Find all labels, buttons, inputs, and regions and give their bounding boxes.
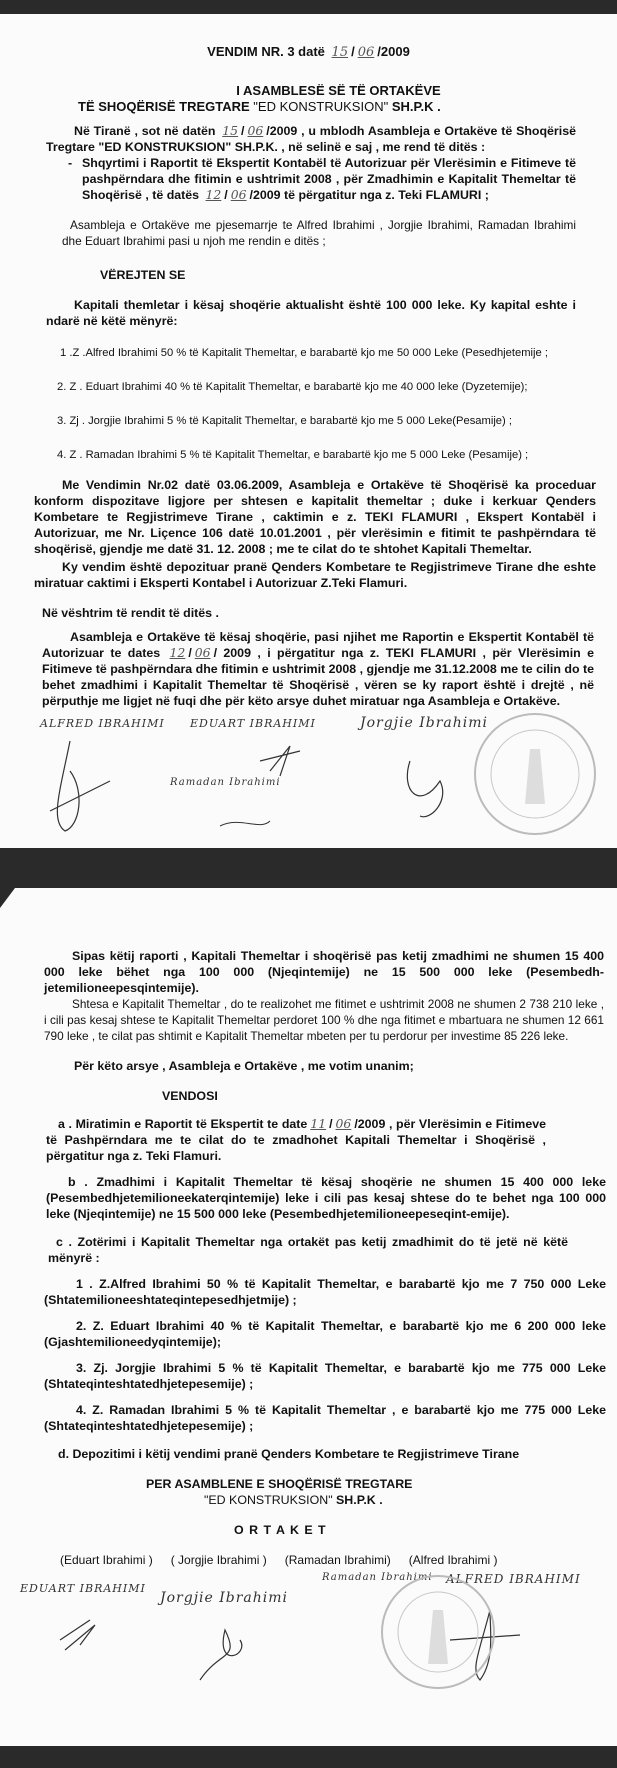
subtitle-company-a: TË SHOQËRISË TREGTARE xyxy=(78,99,254,114)
agenda-b: /2009 të përgatitur nga z. Teki FLAMURI ; xyxy=(249,188,489,202)
title-text: VENDIM NR. 3 datë xyxy=(207,44,325,59)
company-name: "ED KONSTRUKSION" xyxy=(204,1493,333,1507)
signature-jorgjie: Jorgjie Ibrahimi xyxy=(160,1590,289,1606)
item-a-text-b: /2009 , për Vlerësimin e Fitimeve të Pashpërndara me te cilat do te zmadhohet Kapitali Themeltar i Shoqërisë , përgatitur nga z. Teki Flamuri. xyxy=(46,1117,547,1163)
closing-line-1: PER ASAMBLENE E SHOQËRISË TREGTARE xyxy=(146,1477,413,1491)
signature-eduart: EDUART IBRAHIMI xyxy=(20,1582,146,1595)
signature-jorgjie: Jorgjie Ibrahimi xyxy=(360,715,489,731)
company-suffix: SH.P.K . xyxy=(332,1493,383,1507)
deposit-paragraph: Ky vendim është depozituar pranë Qenders Kombetare te Regjistrimeve Tirane dhe eshte miratuar caktimi i Eksperti Kontabel i Autorizuar Z.Teki Flamuri. xyxy=(34,560,596,590)
handwritten-month: 06 xyxy=(230,187,247,202)
closing-line-2 xyxy=(204,1492,617,1508)
partner-names-row xyxy=(60,1552,617,1568)
handwritten-day: 15 xyxy=(331,45,349,60)
title-year: /2009 xyxy=(377,44,410,59)
signature-area xyxy=(0,715,617,833)
share-item: 4. Z . Ramadan Ibrahimi 5 % të Kapitalit Themeltar, e barabartë kjo me 5 000 Leke (Pesamije) ; xyxy=(57,449,529,461)
agenda-item: - Shqyrtimi i Raportit të Ekspertit Kontabël të Autorizuar për Vlerësimin e Fitimeve të pashpërndara dhe fitimin e ushtrimit 2008 , për Zmadhimin e Kapitalit Themeltar të Shoqërisë , të datës 12 / 06 /2009 të përgatitur nga z. Teki FLAMURI ; xyxy=(68,156,576,202)
addition-paragraph: Shtesa e Kapitalit Themeltar , do te realizohet me fitimet e ushtrimit 2008 ne shumen 2 738 210 leke , i cili pas kesaj shtese te Kapitalit Themeltar perdoret 100 % dhe nga fitimet e mbartuara ne shumen 12 661 790 leke , te cilat pas shtimit e Kapitalit Themeltar mbeten per tu perdorur per investime 85 226 leke. xyxy=(44,997,604,1043)
signature-scribbles xyxy=(40,731,540,831)
heading-decides: VENDOSI xyxy=(162,1089,218,1103)
agenda-a: Shqyrtimi i Raportit të Ekspertit Kontabël të Autorizuar për Vlerësimin e Fitimeve të pashpërndara dhe fitimin e ushtrimit 2008 , për Zmadhimin e Kapitalit Themeltar të Shoqërisë , të datës xyxy=(82,156,576,202)
document-page-2 xyxy=(0,888,617,1746)
new-share-item: 1 . Z.Alfred Ibrahimi 50 % të Kapitalit Themeltar, e barabartë kjo me 7 750 000 Leke (Shtatemilioneeshtateqintepesedhjetmije) ; xyxy=(44,1277,606,1307)
document-page-1 xyxy=(0,14,617,848)
partners-heading: O R T A K E T xyxy=(234,1523,327,1537)
decision-title: VENDIM NR. 3 datë 15 / 06 /2009 xyxy=(207,44,410,60)
company-name: "ED KONSTRUKSION" xyxy=(253,99,389,114)
heading-observe: VËREJTEN SE xyxy=(100,268,186,282)
bullet-dash: - xyxy=(68,156,73,170)
decision-item-d: d. Depozitimi i këtij vendimi pranë Qenders Kombetare te Regjistrimeve Tirane xyxy=(58,1447,520,1461)
decision-item-a: a . Miratimin e Raportit të Ekspertit te date 11 / 06 /2009 , për Vlerësimin e Fitimeve të Pashpërndara me te cilat do te zmadhohet Kapitali Themeltar i Shoqërisë , përgatitur nga z. Teki Flamuri. xyxy=(46,1116,547,1163)
share-item: 3. Zj . Jorgjie Ibrahimi 5 % të Kapitalit Themeltar, e barabartë kjo me 5 000 Leke(Pesamije) ; xyxy=(57,415,512,427)
signature-eduart: EDUART IBRAHIMI xyxy=(190,717,316,730)
partner-name: (Ramadan Ibrahimi) xyxy=(284,1553,391,1567)
handwritten-month: 06 xyxy=(335,1116,352,1131)
handwritten-day: 11 xyxy=(310,1116,327,1131)
partner-name: (Eduart Ibrahimi ) xyxy=(60,1553,153,1567)
capital-paragraph: Kapitali themletar i kësaj shoqërie aktualisht është 100 000 leke. Ky kapital eshte i ndarë në këtë mënyrë: xyxy=(46,298,576,328)
review-paragraph: Asambleja e Ortakëve të kësaj shoqërie, pasi njihet me Raportin e Ekspertit Kontabël të Autorizuar te dates 12 / 06 / 2009 , i përgatitur nga z. TEKI FLAMURI , për Vlerësimin e Fitimeve të pashpërndara dhe fitimin e ushtrimit 2008 , gjendje me 31.12.2008 me te cilin do te behet zmadhimi i Kapitalit Themeltar të Shoqërisë , vëren se ky raport është i drejtë , në përputhje me ligjet në fuqi dhe për këto arsye duhet miratuar nga Asambleja e Ortakëve. xyxy=(42,630,594,708)
intro-paragraph: Në Tiranë , sot në datën 15 / 06 /2009 , u mblodh Asambleja e Ortakëve të Shoqërisë Tregtare "ED KONSTRUKSION" SH.P.K. , në selinë e saj , me rend të ditës : xyxy=(46,123,576,154)
reasons-line: Për këto arsye , Asambleja e Ortakëve , me votim unanim; xyxy=(74,1059,414,1073)
signature-ramadan: Ramadan Ibrahimi xyxy=(170,777,281,788)
subtitle-assembly: I ASAMBLESË SË TË ORTAKËVE xyxy=(236,83,441,98)
handwritten-day: 12 xyxy=(205,187,222,202)
signature-alfred: ALFRED IBRAHIMI xyxy=(446,1572,581,1586)
share-item: 2. Z . Eduart Ibrahimi 40 % të Kapitalit Themeltar, e barabartë kjo me 40 000 leke (Dyzetemije); xyxy=(57,381,528,393)
partner-name: ( Jorgjie Ibrahimi ) xyxy=(170,1553,267,1567)
signature-area xyxy=(0,1572,617,1690)
decision2-paragraph: Me Vendimin Nr.02 datë 03.06.2009, Asambleja e Ortakëve të Shoqërisë ka proceduar konform dispozitave ligjore per shtesen e kapitalit themeltar ; duke i kerkuar Qenders Kombetare te Regjistrimeve Tirane , caktimin e z. TEKI FLAMURI , Ekspert Kontabël i Autorizuar, me Nr. Liçence 106 datë 10.01.2001 , për vlerësimin e fitimit te pashpërndara të shoqërisë, gjendje me datë 31. 12. 2008 ; me te cilat do te shtohet Kapitali Themeltar. xyxy=(34,478,596,556)
signature-alfred: ALFRED IBRAHIMI xyxy=(40,717,165,730)
attendance-paragraph: Asambleja e Ortakëve me pjesemarrje te Alfred Ibrahimi , Jorgjie Ibrahimi, Ramadan Ibrahimi dhe Eduart Ibrahimi pasi u njoh me rendin e ditës ; xyxy=(62,218,576,248)
agenda-heading: Në vështrim të rendit të ditës . xyxy=(42,606,219,620)
item-a-text: a . Miratimin e Raportit të Ekspertit te date xyxy=(58,1117,308,1131)
company-stamp xyxy=(470,709,600,839)
share-item: 1 .Z .Alfred Ibrahimi 50 % të Kapitalit Themeltar, e barabartë kjo me 50 000 Leke (Pesedhjetemije ; xyxy=(60,347,548,359)
review-b: / 2009 , i përgatitur nga z. TEKI FLAMURI , për Vlerësimin e Fitimeve të pashpërndara dhe fitimin e ushtrimit 2008 , gjendje me 31.12.2008 me te cilin do te behet zmadhimi i Kapitalit Themeltar të Shoqërisë , vëren se ky raport është i drejtë , në përputhje me ligjet në fuqi dhe për këto arsye duhet miratuar nga Asambleja e Ortakëve. xyxy=(42,646,594,708)
new-share-item: 3. Zj. Jorgjie Ibrahimi 5 % të Kapitalit Themeltar, e barabartë kjo me 775 000 Leke (Shtateqinteshtatedhjetepesemije) ; xyxy=(44,1361,606,1391)
handwritten-day: 15 xyxy=(222,123,239,138)
signature-ramadan: Ramadan Ibrahimi xyxy=(322,1572,433,1583)
subtitle-company-c: SH.P.K . xyxy=(388,99,441,114)
new-share-item: 4. Z. Ramadan Ibrahimi 5 % të Kapitalit Themeltar , e barabartë kjo me 775 000 Leke (Shtateqinteshtatedhjetepesemije) ; xyxy=(44,1403,606,1433)
increase-paragraph: Sipas këtij raporti , Kapitali Themeltar i shoqërisë pas ketij zmadhimi ne shumen 15 400 000 leke bëhet nga 100 000 (Njeqintemije) ne 15 500 000 leke (Pesembedh-jetemilioneepesqintemije). xyxy=(44,949,604,995)
intro-b: /2009 , u mblodh Asambleja e Ortakëve të Shoqërisë Tregtare "ED KONSTRUKSION" SH.P.K. , në selinë e saj , me rend të ditës : xyxy=(46,124,576,154)
handwritten-month: 06 xyxy=(247,123,264,138)
subtitle-company xyxy=(78,99,617,115)
handwritten-day: 12 xyxy=(169,645,186,660)
intro-a: Në Tiranë , sot në datën xyxy=(74,124,220,138)
handwritten-month: 06 xyxy=(357,45,375,60)
review-a: Asambleja e Ortakëve të kësaj shoqërie, pasi njihet me Raportin e Ekspertit Kontabël të Autorizuar te dates xyxy=(42,630,594,660)
decision-item-b: b . Zmadhimi i Kapitalit Themeltar të kësaj shoqërie ne shumen 15 400 000 leke (Pesembedhjetemilioneekaterqintemije) leke i cili pas kesaj shtese do te behet nga 100 000 leke (Njeqintemije) ne 15 500 000 leke (Pesembedhjetemilioneepeseqint-emije). xyxy=(46,1175,606,1221)
new-share-item: 2. Z. Eduart Ibrahimi 40 % të Kapitalit Themeltar, e barabartë kjo me 6 200 000 leke (Gjashtemilioneedyqintemije); xyxy=(44,1319,606,1349)
company-stamp xyxy=(378,1572,498,1692)
page-fold-shadow xyxy=(0,848,45,908)
partner-name: (Alfred Ibrahimi ) xyxy=(408,1553,498,1567)
decision-item-c: c . Zotërimi i Kapitalit Themeltar nga ortakët pas ketij zmadhimit do të jetë në këtë mënyrë : xyxy=(48,1235,568,1265)
handwritten-month: 06 xyxy=(194,645,211,660)
